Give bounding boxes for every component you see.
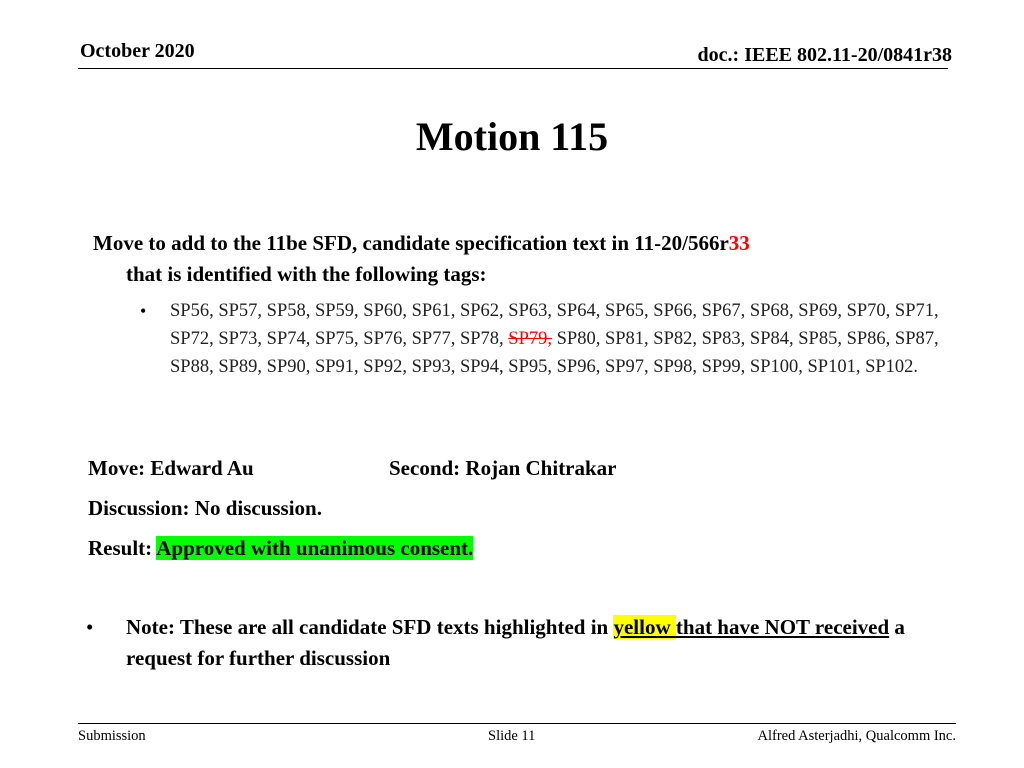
footer-rule <box>78 723 956 724</box>
motion-text-part1: Move to add to the 11be SFD, candidate specification text in 11-20/566r <box>93 231 729 255</box>
result-label: Result: <box>88 536 153 560</box>
header-rule <box>78 68 948 69</box>
header-date: October 2020 <box>80 40 195 62</box>
note-bullet: • <box>86 615 94 639</box>
motion-line-1 <box>93 228 923 259</box>
note-part2: that have NOT received <box>675 615 890 639</box>
footer-slide-number: Slide 11 <box>488 728 536 744</box>
discussion: Discussion: No discussion. <box>88 496 322 520</box>
tags-bullet: • <box>140 301 147 321</box>
note-text <box>126 612 926 674</box>
slide-title: Motion 115 <box>415 114 609 159</box>
motion-text <box>93 228 923 290</box>
note-part3: a request for further discussion <box>126 615 905 670</box>
tags-before: SP56, SP57, SP58, SP59, SP60, SP61, SP62, SP63, SP64, SP65, SP66, SP67, SP68, SP69, SP70, SP71, SP72, SP73, SP74, SP75, SP76, SP77, SP78, <box>170 301 939 349</box>
note-part1: Note: These are all candidate SFD texts highlighted in <box>126 615 614 639</box>
footer-submission: Submission <box>78 728 146 744</box>
seconder: Second: Rojan Chitrakar <box>389 456 617 480</box>
footer-author: Alfred Asterjadhi, Qualcomm Inc. <box>757 728 956 744</box>
note-yellow-word: yellow <box>613 615 676 639</box>
mover: Move: Edward Au <box>88 456 254 480</box>
tags-struck: SP79, <box>508 329 552 349</box>
motion-text-part2: that is identified with the following tags: <box>126 262 487 286</box>
result <box>88 536 473 561</box>
tags-after: SP80, SP81, SP82, SP83, SP84, SP85, SP86, SP87, SP88, SP89, SP90, SP91, SP92, SP93, SP94, SP95, SP96, SP97, SP98, SP99, SP100, SP101, SP102. <box>170 329 939 377</box>
header-doc-id: doc.: IEEE 802.11-20/0841r38 <box>697 44 952 66</box>
motion-revision: 33 <box>728 231 750 255</box>
result-value: Approved with unanimous consent. <box>156 536 474 560</box>
tag-list <box>170 297 950 381</box>
